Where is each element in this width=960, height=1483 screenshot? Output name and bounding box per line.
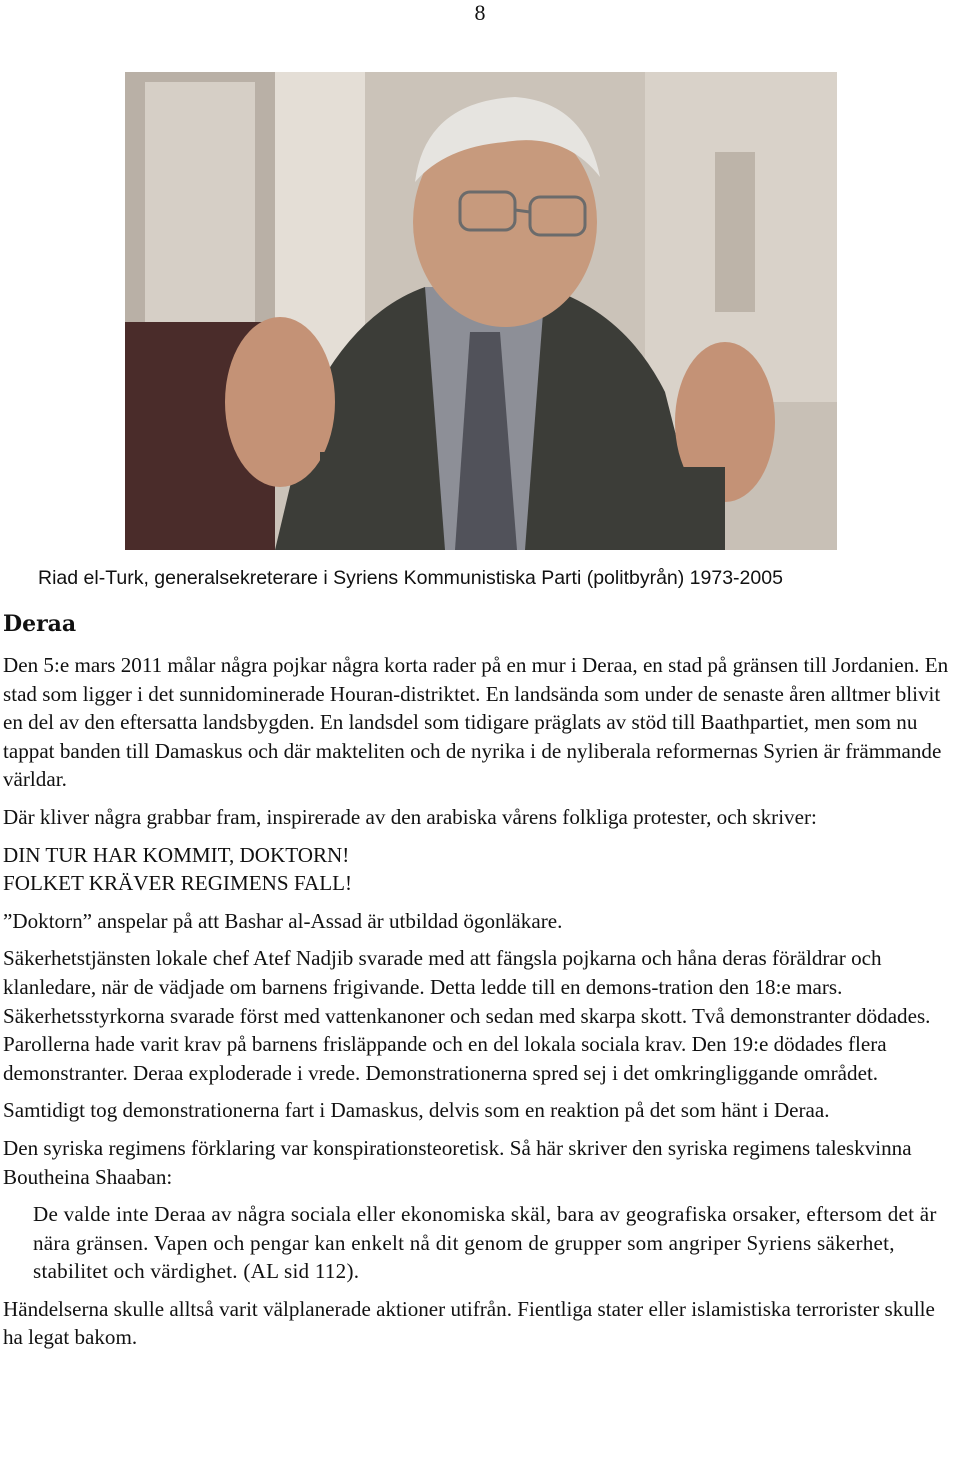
paragraph: ”Doktorn” anspelar på att Bashar al-Assad är utbildad ögonläkare. xyxy=(3,908,563,933)
page-number: 8 xyxy=(474,0,486,25)
paragraph: Samtidigt tog demonstrationerna fart i Damaskus, delvis som en reaktion på det som hänt i Deraa. xyxy=(3,1098,830,1123)
slogan-line: DIN TUR HAR KOMMIT, DOKTORN! xyxy=(3,842,350,867)
paragraph: Händelserna skulle alltså varit välplanerade aktioner utifrån. Fientliga stater eller islamistiska terrorister skulle ha legat bakom. xyxy=(3,1296,935,1350)
slogan-line: FOLKET KRÄVER REGIMENS FALL! xyxy=(3,871,353,896)
paragraph: Den syriska regimens förklaring var konspirationsteoretisk. Så här skriver den syriska regimens taleskvinna Boutheina Shaaban: xyxy=(3,1135,912,1189)
block-quote: De valde inte Deraa av några sociala eller ekonomiska skäl, bara av geografiska orsaker, eftersom det är nära gränsen. Vapen och pengar kan enkelt nå dit genom de grupper som angriper Syriens säkerhet, stabilitet och värdighet. (AL sid 112). xyxy=(33,1202,937,1284)
paragraph: Där kliver några grabbar fram, inspirerade av den arabiska vårens folkliga protester, och skriver: xyxy=(3,804,817,829)
portrait-photo-illustration xyxy=(125,72,837,550)
article-body xyxy=(3,651,958,1361)
section-heading: Deraa xyxy=(3,611,77,637)
portrait-photo xyxy=(125,72,837,550)
photo-caption: Riad el-Turk, generalsekreterare i Syriens Kommunistiska Parti (politbyrån) 1973-2005 xyxy=(38,567,783,589)
paragraph: Säkerhetstjänsten lokale chef Atef Nadjib svarade med att fängsla pojkarna och håna deras föräldrar och klanledare, när de vädjade om barnens frigivande. Detta ledde till en demons-tration den 18:e mars. Säkerhetsstyrkorna svarade först med vattenkanoner och sedan med skarpa skott. Två demonstranter dödades. Parollerna hade varit krav på barnens frisläppande och en del lokala sociala krav. Den 19:e dödades flera demonstranter. Deraa exploderade i vrede. Demonstrationerna spred sej i det omkringliggande området. xyxy=(3,946,931,1085)
paragraph: Den 5:e mars 2011 målar några pojkar några korta rader på en mur i Deraa, en stad på gränsen till Jordanien. En stad som ligger i det sunnidominerade Houran-distriktet. En landsända som under de senaste åren alltmer blivit en del av den eftersatta landsbygden. En landsdel som tidigare präglats av stöd till Baathpartiet, men som nu tappat banden till Damaskus och där makteliten och de nyrika i de nyliberala reformernas Syrien är främmande världar. xyxy=(3,653,949,792)
